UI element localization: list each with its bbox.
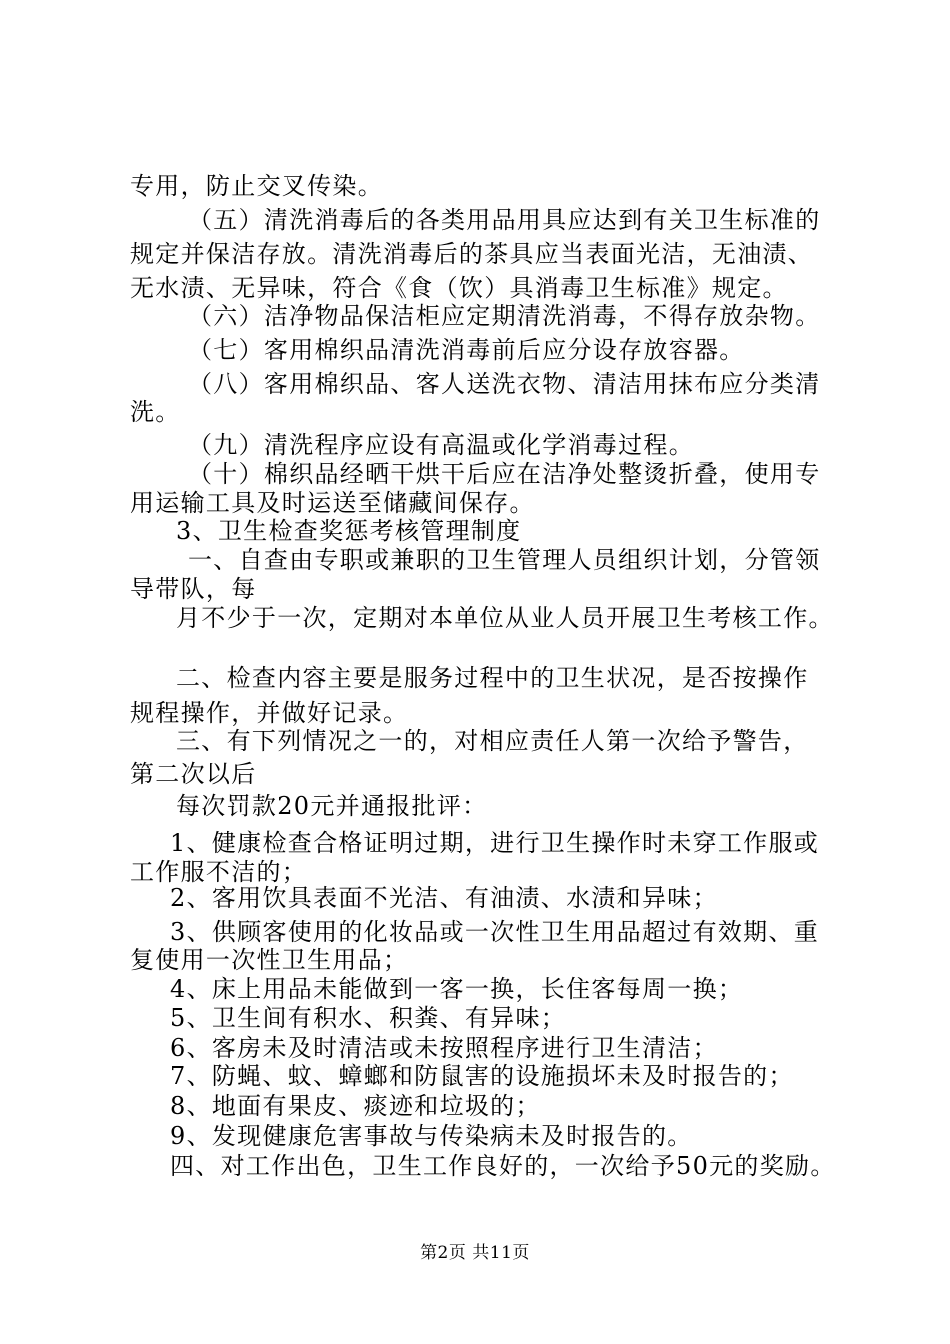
- text-line: （八）客用棉织品、客人送洗衣物、清洁用抹布应分类清: [188, 370, 821, 398]
- text-line: 二、检查内容主要是服务过程中的卫生状况，是否按操作: [176, 664, 809, 692]
- text-line: 8、地面有果皮、痰迹和垃圾的；: [170, 1092, 541, 1120]
- text-line: 导带队，每: [130, 575, 257, 603]
- text-line: （九）清洗程序应设有高温或化学消毒过程。: [188, 431, 694, 459]
- text-line: 工作服不洁的；: [130, 858, 308, 886]
- text-line: 一、自查由专职或兼职的卫生管理人员组织计划，分管领: [188, 546, 821, 574]
- text-line: 1、健康检查合格证明过期，进行卫生操作时未穿工作服或: [170, 829, 820, 857]
- text-line: （五）清洗消毒后的各类用品用具应达到有关卫生标准的: [188, 206, 821, 234]
- text-line: 月不少于一次，定期对本单位从业人员开展卫生考核工作。: [176, 604, 834, 632]
- text-line: 洗。: [130, 398, 181, 426]
- text-line: 规程操作，并做好记录。: [130, 699, 409, 727]
- page-number-footer: 第2页 共11页: [420, 1243, 530, 1263]
- section-heading: 3、卫生检查奖惩考核管理制度: [176, 517, 522, 545]
- text-line: 无水渍、无异味，符合《食（饮）具消毒卫生标准》规定。: [130, 274, 788, 302]
- text-line: 5、卫生间有积水、积粪、有异味；: [170, 1004, 567, 1032]
- text-line: （十）棉织品经晒干烘干后应在洁净处整烫折叠，使用专: [188, 460, 821, 488]
- text-line: （七）客用棉织品清洗消毒前后应分设存放容器。: [188, 336, 745, 364]
- text-line: 2、客用饮具表面不光洁、有油渍、水渍和异味；: [170, 884, 718, 912]
- text-line: 三、有下列情况之一的，对相应责任人第一次给予警告，: [176, 727, 809, 755]
- text-line: 7、防蝇、蚊、蟑螂和防鼠害的设施损坏未及时报告的；: [170, 1062, 794, 1090]
- text-line: 四、对工作出色，卫生工作良好的，一次给予50元的奖励。: [170, 1152, 836, 1180]
- text-line: 用运输工具及时运送至储藏间保存。: [130, 489, 535, 517]
- text-line: 3、供顾客使用的化妆品或一次性卫生用品超过有效期、重: [170, 918, 820, 946]
- text-line: 专用，防止交叉传染。: [130, 172, 383, 200]
- text-line: 每次罚款20元并通报批评：: [176, 792, 488, 820]
- text-line: 9、发现健康危害事故与传染病未及时报告的。: [170, 1122, 693, 1150]
- text-line: 规定并保洁存放。清洗消毒后的茶具应当表面光洁，无油渍、: [130, 240, 814, 268]
- text-line: （六）洁净物品保洁柜应定期清洗消毒，不得存放杂物。: [188, 302, 821, 330]
- text-line: 复使用一次性卫生用品；: [130, 946, 409, 974]
- text-line: 第二次以后: [130, 760, 257, 788]
- text-line: 4、床上用品未能做到一客一换，长住客每周一换；: [170, 975, 744, 1003]
- text-line: 6、客房未及时清洁或未按照程序进行卫生清洁；: [170, 1034, 718, 1062]
